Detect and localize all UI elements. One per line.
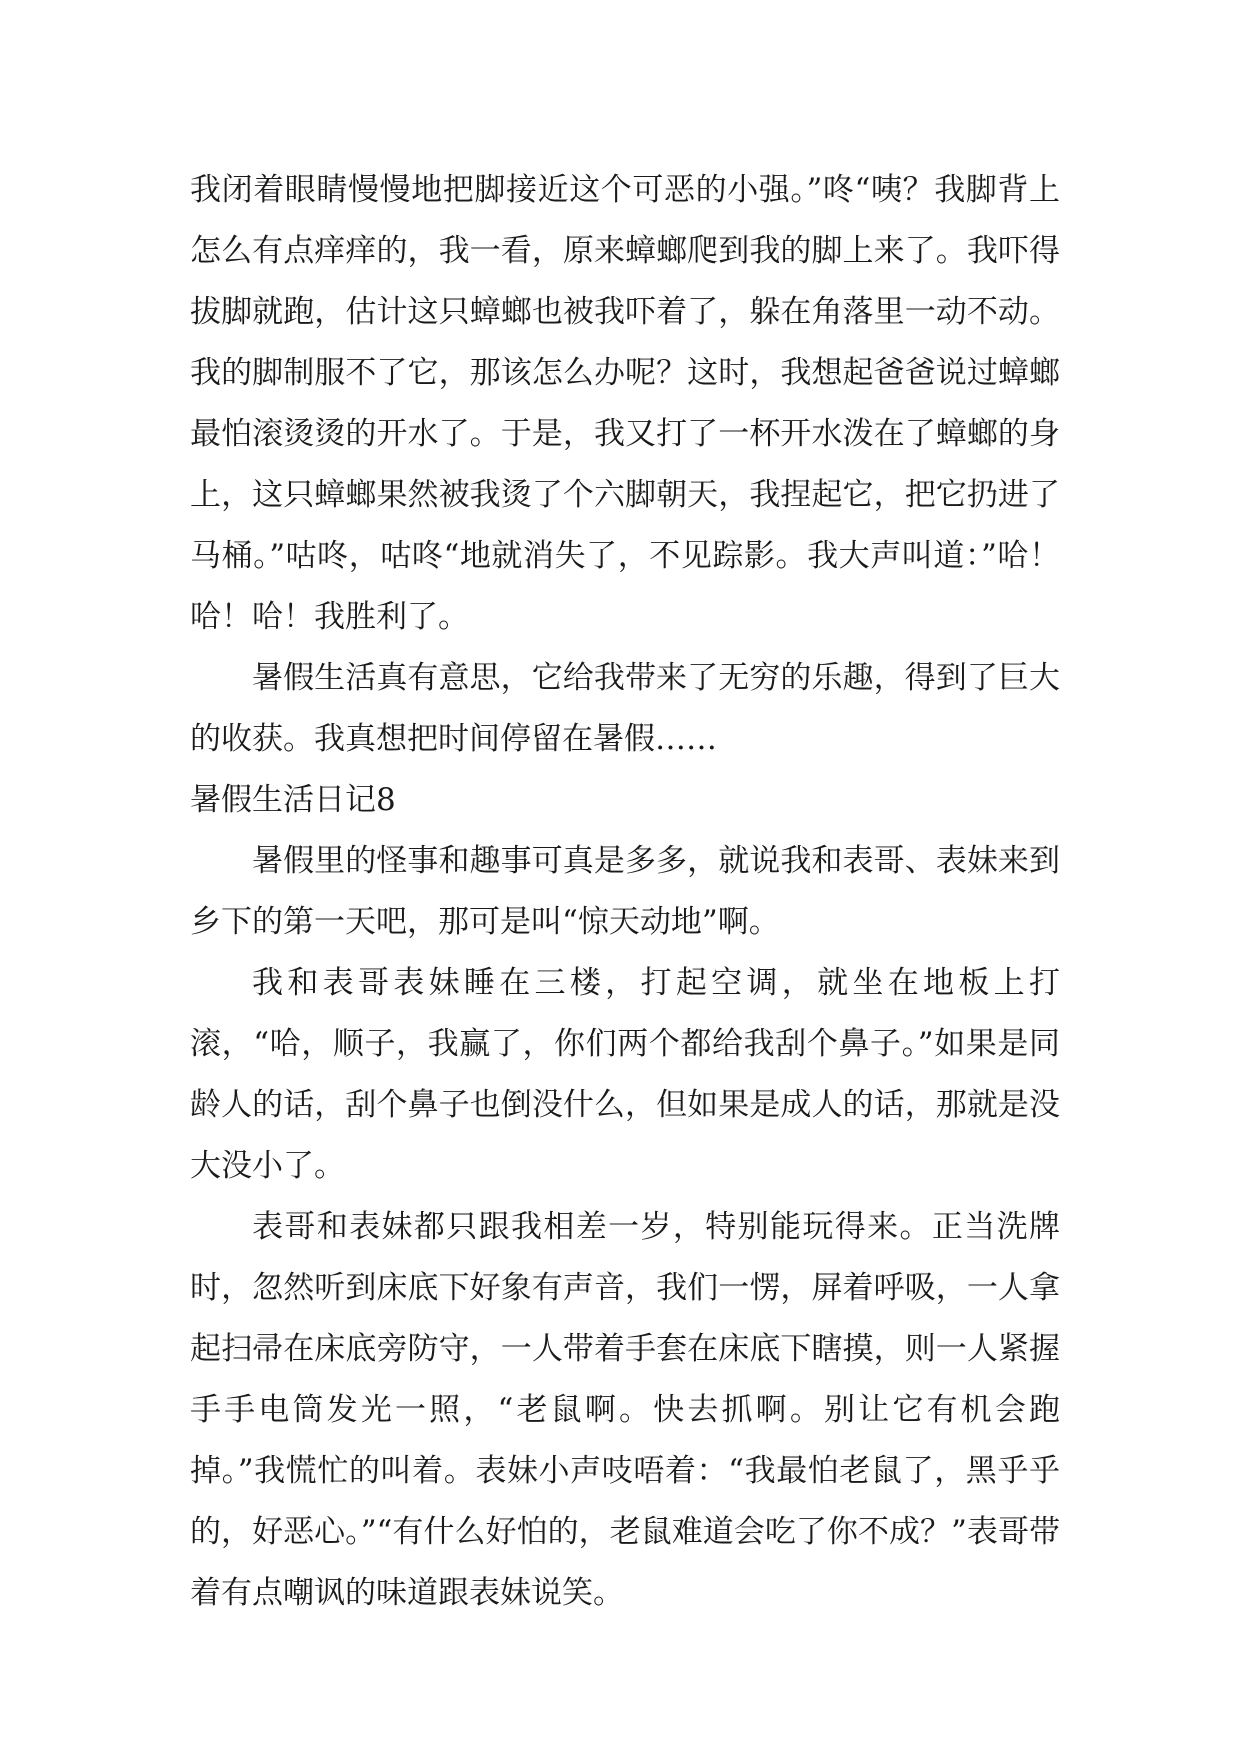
body-paragraph: 暑假生活真有意思，它给我带来了无穷的乐趣，得到了巨大的收获。我真想把时间停留在暑假……: [190, 660, 1060, 757]
body-paragraph: 表哥和表妹都只跟我相差一岁，特别能玩得来。正当洗牌时，忽然听到床底下好象有声音，我们一愣，屏着呼吸，一人拿起扫帚在床底旁防守，一人带着手套在床底下瞎摸，则一人紧握手手电筒发光一照，“老鼠啊。快去抓啊。别让它有机会跑掉。”我慌忙的叫着。表妹小声吱唔着：“我最怕老鼠了，黑乎乎的，好恶心。”“有什么好怕的，老鼠难道会吃了你不成？”表哥带着有点嘲讽的味道跟表妹说笑。: [190, 1209, 1060, 1611]
section-title: 暑假生活日记8: [190, 782, 396, 818]
body-paragraph: 暑假里的怪事和趣事可真是多多，就说我和表哥、表妹来到乡下的第一天吧，那可是叫“惊天动地”啊。: [190, 843, 1060, 940]
body-paragraph: 我闭着眼睛慢慢地把脚接近这个可恶的小强。”咚“咦？我脚背上怎么有点痒痒的，我一看，原来蟑螂爬到我的脚上来了。我吓得拔脚就跑，估计这只蟑螂也被我吓着了，躲在角落里一动不动。我的脚制服不了它，那该怎么办呢？这时，我想起爸爸说过蟑螂最怕滚烫烫的开水了。于是，我又打了一杯开水泼在了蟑螂的身上，这只蟑螂果然被我烫了个六脚朝天，我捏起它，把它扔进了马桶。”咕咚，咕咚“地就消失了，不见踪影。我大声叫道：”哈！哈！哈！我胜利了。: [190, 172, 1060, 635]
document-body: [190, 160, 1060, 1624]
body-paragraph: 我和表哥表妹睡在三楼，打起空调，就坐在地板上打滚，“哈，顺子，我赢了，你们两个都给我刮个鼻子。”如果是同龄人的话，刮个鼻子也倒没什么，但如果是成人的话，那就是没大没小了。: [190, 965, 1060, 1184]
